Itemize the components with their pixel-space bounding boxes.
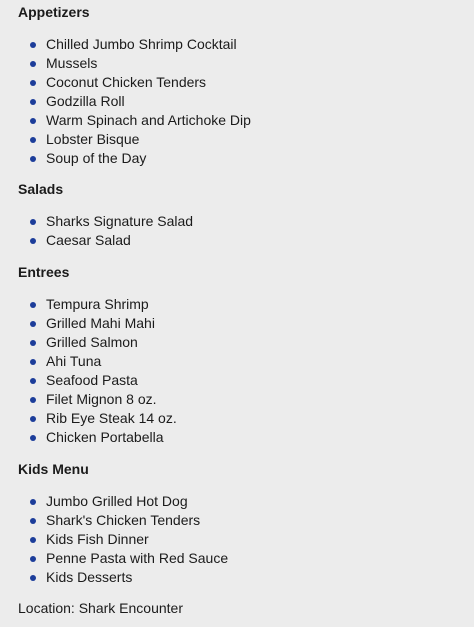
menu-item bbox=[18, 212, 464, 231]
bullet-icon bbox=[30, 378, 36, 384]
bullet-icon bbox=[30, 156, 36, 162]
menu-item-label: Caesar Salad bbox=[46, 232, 131, 248]
bullet-icon bbox=[30, 42, 36, 48]
menu-section-appetizers bbox=[18, 3, 464, 168]
menu-item bbox=[18, 54, 464, 73]
item-list-entrees bbox=[18, 295, 464, 447]
menu-item-label: Chilled Jumbo Shrimp Cocktail bbox=[46, 36, 237, 52]
bullet-icon bbox=[30, 219, 36, 225]
menu-item bbox=[18, 111, 464, 130]
menu-item bbox=[18, 390, 464, 409]
menu-item bbox=[18, 295, 464, 314]
menu-item-label: Kids Fish Dinner bbox=[46, 531, 149, 547]
bullet-icon bbox=[30, 359, 36, 365]
menu-item-label: Penne Pasta with Red Sauce bbox=[46, 550, 229, 566]
section-heading-kids-menu: Kids Menu bbox=[18, 461, 89, 477]
menu-item-label: Grilled Salmon bbox=[46, 334, 138, 350]
menu-section-kids bbox=[18, 460, 464, 587]
menu-item bbox=[18, 428, 464, 447]
menu-item bbox=[18, 511, 464, 530]
menu-item-label: Lobster Bisque bbox=[46, 131, 140, 147]
menu-item bbox=[18, 231, 464, 250]
menu-item-label: Soup of the Day bbox=[46, 150, 147, 166]
bullet-icon bbox=[30, 118, 36, 124]
menu-item-label: Grilled Mahi Mahi bbox=[46, 315, 155, 331]
menu-section-entrees bbox=[18, 263, 464, 447]
bullet-icon bbox=[30, 321, 36, 327]
menu-section-salads bbox=[18, 180, 464, 250]
bullet-icon bbox=[30, 238, 36, 244]
menu-item-label: Chicken Portabella bbox=[46, 429, 164, 445]
item-list-salads bbox=[18, 212, 464, 250]
location-text: Location: Shark Encounter bbox=[18, 600, 183, 616]
bullet-icon bbox=[30, 575, 36, 581]
menu-item bbox=[18, 530, 464, 549]
menu-item bbox=[18, 149, 464, 168]
item-list-appetizers bbox=[18, 35, 464, 168]
bullet-icon bbox=[30, 556, 36, 562]
bullet-icon bbox=[30, 499, 36, 505]
section-heading-entrees: Entrees bbox=[18, 264, 70, 280]
menu-item-label: Seafood Pasta bbox=[46, 372, 138, 388]
bullet-icon bbox=[30, 302, 36, 308]
menu-item-label: Ahi Tuna bbox=[46, 353, 102, 369]
bullet-icon bbox=[30, 397, 36, 403]
bullet-icon bbox=[30, 340, 36, 346]
menu-item-label: Kids Desserts bbox=[46, 569, 133, 585]
menu-item-label: Filet Mignon 8 oz. bbox=[46, 391, 157, 407]
bullet-icon bbox=[30, 61, 36, 67]
menu-item-label: Rib Eye Steak 14 oz. bbox=[46, 410, 177, 426]
menu-item bbox=[18, 492, 464, 511]
menu-item bbox=[18, 352, 464, 371]
menu-item-label: Tempura Shrimp bbox=[46, 296, 149, 312]
bullet-icon bbox=[30, 80, 36, 86]
menu-item-label: Coconut Chicken Tenders bbox=[46, 74, 207, 90]
menu-item bbox=[18, 92, 464, 111]
section-heading-salads: Salads bbox=[18, 181, 64, 197]
bullet-icon bbox=[30, 435, 36, 441]
menu-item bbox=[18, 409, 464, 428]
menu-item bbox=[18, 35, 464, 54]
menu-item-label: Shark's Chicken Tenders bbox=[46, 512, 201, 528]
menu-item bbox=[18, 130, 464, 149]
item-list-kids-menu bbox=[18, 492, 464, 587]
bullet-icon bbox=[30, 518, 36, 524]
menu-item bbox=[18, 371, 464, 390]
bullet-icon bbox=[30, 99, 36, 105]
menu-item-label: Sharks Signature Salad bbox=[46, 213, 194, 229]
menu-item bbox=[18, 73, 464, 92]
menu-item bbox=[18, 568, 464, 587]
menu-item bbox=[18, 333, 464, 352]
bullet-icon bbox=[30, 416, 36, 422]
bullet-icon bbox=[30, 137, 36, 143]
menu-item-label: Godzilla Roll bbox=[46, 93, 125, 109]
menu-item bbox=[18, 549, 464, 568]
bullet-icon bbox=[30, 537, 36, 543]
menu-item-label: Mussels bbox=[46, 55, 98, 71]
section-heading-appetizers: Appetizers bbox=[18, 4, 90, 20]
menu-item bbox=[18, 314, 464, 333]
menu-item-label: Warm Spinach and Artichoke Dip bbox=[46, 112, 251, 128]
menu-item-label: Jumbo Grilled Hot Dog bbox=[46, 493, 188, 509]
